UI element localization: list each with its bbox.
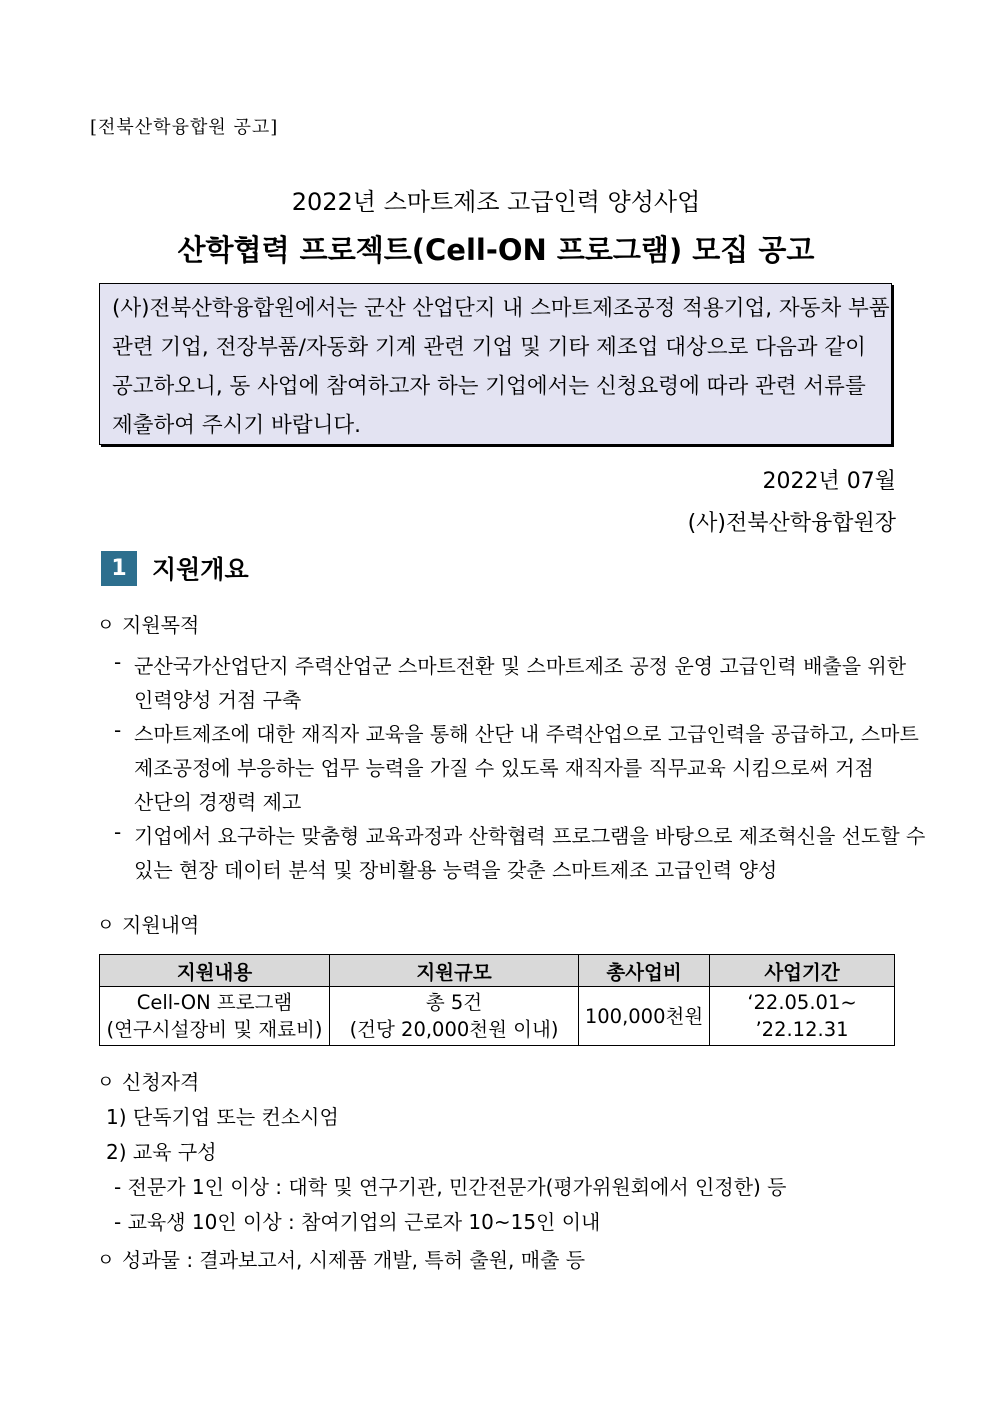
- table-header-cell: 사업기간: [710, 955, 895, 987]
- dash-mark: -: [114, 820, 122, 844]
- details-label: 지원내역: [122, 913, 200, 937]
- issuing-org: (사)전북산학융합원장: [687, 511, 896, 536]
- cell-line: ‘22.05.01~: [747, 991, 857, 1014]
- section-title: 지원개요: [152, 555, 249, 584]
- document-title: 산학협력 프로젝트(Cell-ON 프로그램) 모집 공고: [177, 233, 815, 267]
- intro-line: (사)전북산학융합원에서는 군산 산업단지 내 스마트제조공정 적용기업, 자동차 부품: [112, 296, 890, 321]
- table-cell-period: [710, 987, 895, 1046]
- table-header-cell: 지원내용: [100, 955, 330, 987]
- table-cell-scale: [330, 987, 579, 1046]
- dash-mark: -: [114, 650, 122, 674]
- notice-tag: [전북산학융합원 공고]: [90, 117, 279, 138]
- table-header-cell: 지원규모: [330, 955, 579, 987]
- purpose-item-line: 산단의 경쟁력 제고: [134, 790, 302, 814]
- purpose-item-line: 스마트제조에 대한 재직자 교육을 통해 산단 내 주력산업으로 고급인력을 공급하고, 스마트: [134, 722, 919, 746]
- eligibility-item: 1) 단독기업 또는 컨소시엄: [106, 1105, 339, 1129]
- support-table: [99, 954, 895, 1046]
- table-header-row: [100, 955, 895, 987]
- bullet-mark: ㅇ: [97, 915, 115, 936]
- cell-line: (건당 20,000천원 이내): [349, 1018, 559, 1041]
- table-cell-content: [100, 987, 330, 1046]
- section-number-badge: 1: [101, 551, 137, 586]
- eligibility-subitem: - 교육생 10인 이상 : 참여기업의 근로자 10~15인 이내: [114, 1210, 601, 1234]
- purpose-item-line: 기업에서 요구하는 맞춤형 교육과정과 산학협력 프로그램을 바탕으로 제조혁신을 선도할 수: [134, 824, 926, 848]
- bullet-mark: ㅇ: [97, 615, 115, 636]
- issue-date: 2022년 07월: [762, 469, 896, 494]
- eligibility-subitem: - 전문가 1인 이상 : 대학 및 연구기관, 민간전문가(평가위원회에서 인정한) 등: [114, 1175, 787, 1199]
- intro-line: 관련 기업, 전장부품/자동화 기계 관련 기업 및 기타 제조업 대상으로 다음과 같이: [112, 335, 866, 360]
- dash-mark: -: [114, 718, 122, 742]
- purpose-item-line: 있는 현장 데이터 분석 및 장비활용 능력을 갖춘 스마트제조 고급인력 양성: [134, 858, 778, 882]
- table-cell-budget: 100,000천원: [579, 987, 710, 1046]
- intro-line: 공고하오니, 동 사업에 참여하고자 하는 기업에서는 신청요령에 따라 관련 서류를: [112, 374, 866, 399]
- table-row: [100, 987, 895, 1046]
- purpose-item-line: 인력양성 거점 구축: [134, 688, 302, 712]
- outcome-text: 성과물 : 결과보고서, 시제품 개발, 특허 출원, 매출 등: [122, 1248, 586, 1272]
- cell-line: 총 5건: [425, 991, 483, 1014]
- cell-line: Cell-ON 프로그램: [136, 991, 293, 1014]
- purpose-item-line: 제조공정에 부응하는 업무 능력을 가질 수 있도록 재직자를 직무교육 시킴으로써 거점: [134, 756, 874, 780]
- eligibility-item: 2) 교육 구성: [106, 1140, 217, 1164]
- purpose-label: 지원목적: [122, 613, 200, 637]
- cell-line: ’22.12.31: [755, 1018, 849, 1041]
- cell-line: (연구시설장비 및 재료비): [106, 1018, 323, 1041]
- purpose-item-line: 군산국가산업단지 주력산업군 스마트전환 및 스마트제조 공정 운영 고급인력 배출을 위한: [134, 654, 907, 678]
- intro-line: 제출하여 주시기 바랍니다.: [112, 413, 361, 438]
- table-header-cell: 총사업비: [579, 955, 710, 987]
- bullet-mark: ㅇ: [97, 1250, 115, 1271]
- eligibility-label: 신청자격: [122, 1070, 200, 1094]
- document-subtitle: 2022년 스마트제조 고급인력 양성사업: [291, 188, 701, 216]
- bullet-mark: ㅇ: [97, 1072, 115, 1093]
